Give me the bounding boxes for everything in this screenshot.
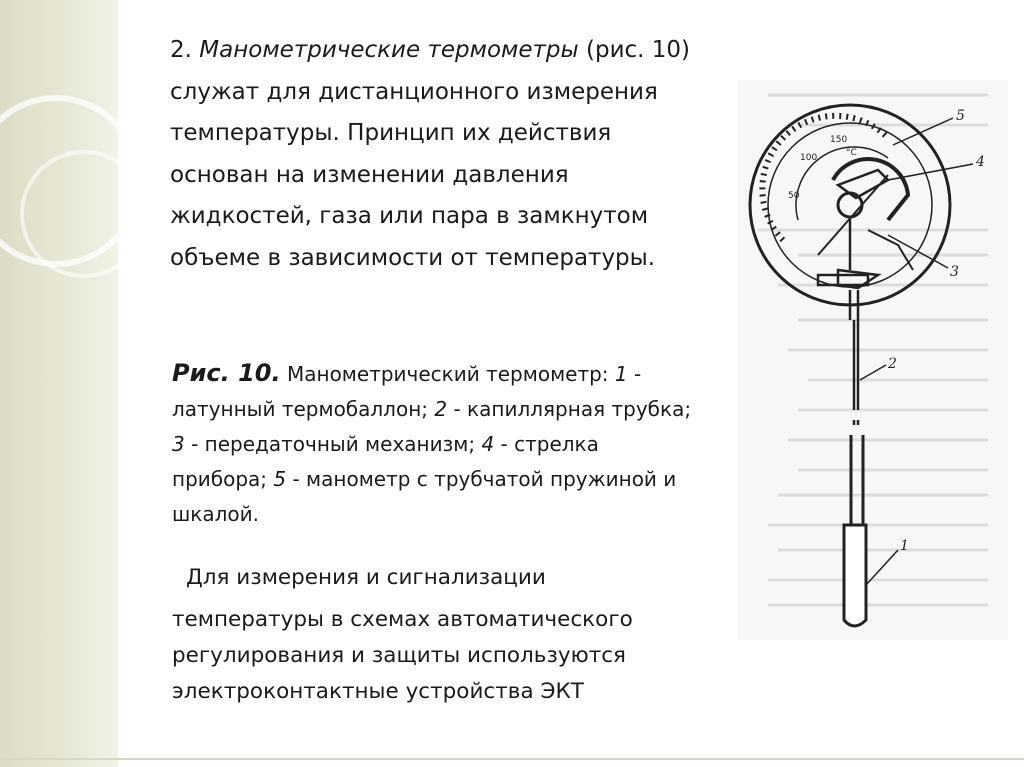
thermometer-figure [738,80,1008,640]
note-first-line: Для измерения и сигнализации [186,565,546,590]
svg-text:50: 50 [788,191,800,201]
figure-label: Рис. 10. [172,359,281,387]
legend-text: - стрелка прибора; [172,432,599,491]
decorative-ring [20,150,148,278]
svg-text:5: 5 [956,108,965,124]
item-number: 2. [170,37,192,63]
svg-text:1: 1 [900,538,909,554]
svg-text:°C: °C [846,148,857,158]
legend-text: - капиллярная трубка; [453,397,692,421]
figure-title: Манометрический термометр: [286,362,609,386]
thermo-bulb [844,525,866,626]
note-text: температуры в схемах автоматического регулирования и защиты используются электроконтактные устройства ЭКТ [172,607,633,704]
manometric-thermometer-diagram [738,80,1008,640]
svg-text:3: 3 [950,264,959,280]
capillary-tube [818,275,868,525]
legend-text: - манометр с трубчатой пружиной и шкалой. [172,467,677,526]
svg-text:4: 4 [976,154,985,170]
note-paragraph [172,560,702,710]
legend-number: 2 [434,397,448,421]
main-paragraph [170,30,700,279]
legend-text: - передаточный механизм; [191,432,476,456]
paragraph-text: (рис. 10) служат для дистанционного измерения температуры. Принцип их действия основан на изменении давления жидкостей, газа или пара в замкнутом объеме в зависимости от температуры. [170,37,691,271]
legend-number: 1 [614,362,628,386]
legend-number: 5 [273,467,287,491]
svg-text:100: 100 [800,153,818,163]
svg-text:150: 150 [830,135,848,145]
legend-text: - латунный термобаллон; [172,362,642,421]
svg-text:2: 2 [888,356,897,372]
legend-number: 4 [481,432,495,456]
figure-caption [172,356,692,532]
term-highlight: Манометрические термометры [199,37,579,63]
bottom-divider [0,758,1024,760]
legend-number: 3 [172,432,185,456]
